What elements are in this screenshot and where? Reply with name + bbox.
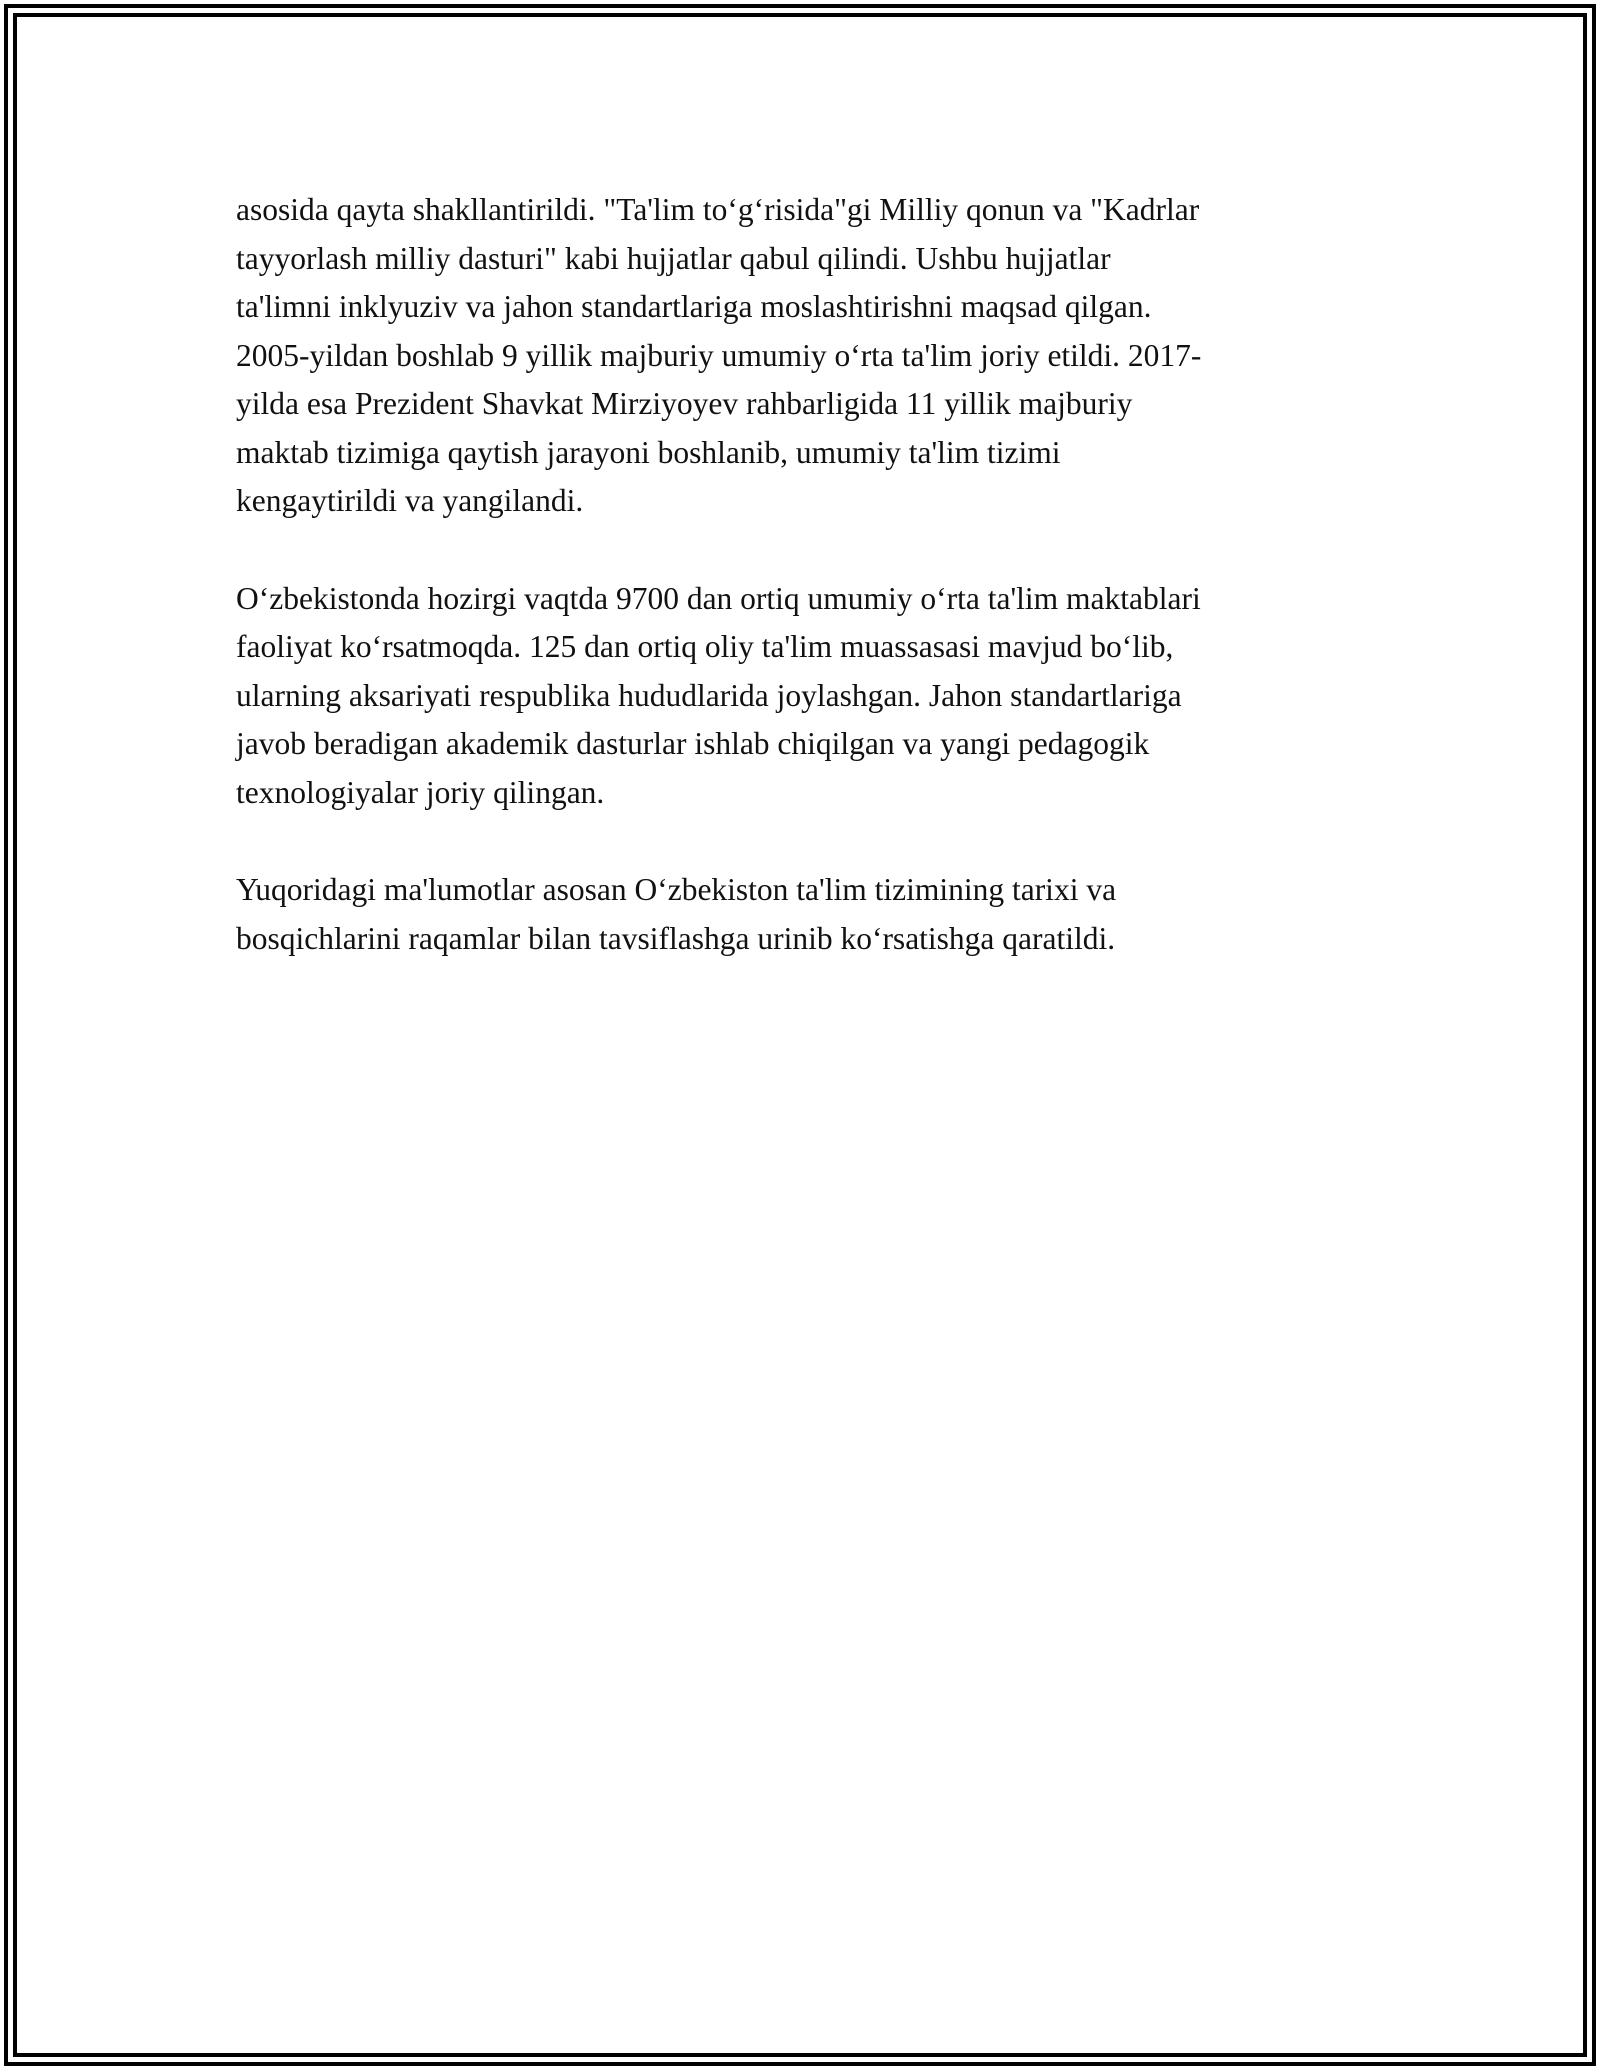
text-line: yilda esa Prezident Shavkat Mirziyoyev rahbarligida 11 yillik majburiy [236, 386, 1133, 421]
text-line: javob beradigan akademik dasturlar ishlab chiqilgan va yangi pedagogik [236, 726, 1150, 761]
text-line: bosqichlarini raqamlar bilan tavsiflashga urinib ko‘rsatishga qaratildi. [236, 920, 1116, 956]
text-line: texnologiyalar joriy qilingan. [236, 774, 605, 810]
text-line: Yuqoridagi ma'lumotlar asosan O‘zbekiston ta'lim tizimining tarixi va [236, 872, 1117, 907]
paragraph-summary [236, 866, 1366, 963]
paragraph-current-statistics [236, 575, 1366, 818]
text-line: ta'limni inklyuziv va jahon standartlariga moslashtirishni maqsad qilgan. [236, 289, 1152, 324]
document-body [236, 186, 1366, 1012]
text-line: faoliyat ko‘rsatmoqda. 125 dan ortiq oliy ta'lim muassasasi mavjud bo‘lib, [236, 629, 1174, 664]
text-line: O‘zbekistonda hozirgi vaqtda 9700 dan ortiq umumiy o‘rta ta'lim maktablari [236, 580, 1201, 616]
text-line: 2005-yildan boshlab 9 yillik majburiy umumiy o‘rta ta'lim joriy etildi. 2017- [236, 337, 1202, 373]
text-line: tayyorlash milliy dasturi" kabi hujjatlar qabul qilindi. Ushbu hujjatlar [236, 240, 1111, 276]
text-line: asosida qayta shakllantirildi. "Ta'lim to‘g‘risida"gi Milliy qonun va "Kadrlar [236, 192, 1200, 227]
text-line: maktab tizimiga qaytish jarayoni boshlanib, umumiy ta'lim tizimi [236, 434, 1061, 470]
paragraph-education-reform [236, 186, 1366, 526]
text-line: kengaytirildi va yangilandi. [236, 483, 584, 518]
text-line: ularning aksariyati respublika hududlarida joylashgan. Jahon standartlariga [236, 677, 1182, 713]
